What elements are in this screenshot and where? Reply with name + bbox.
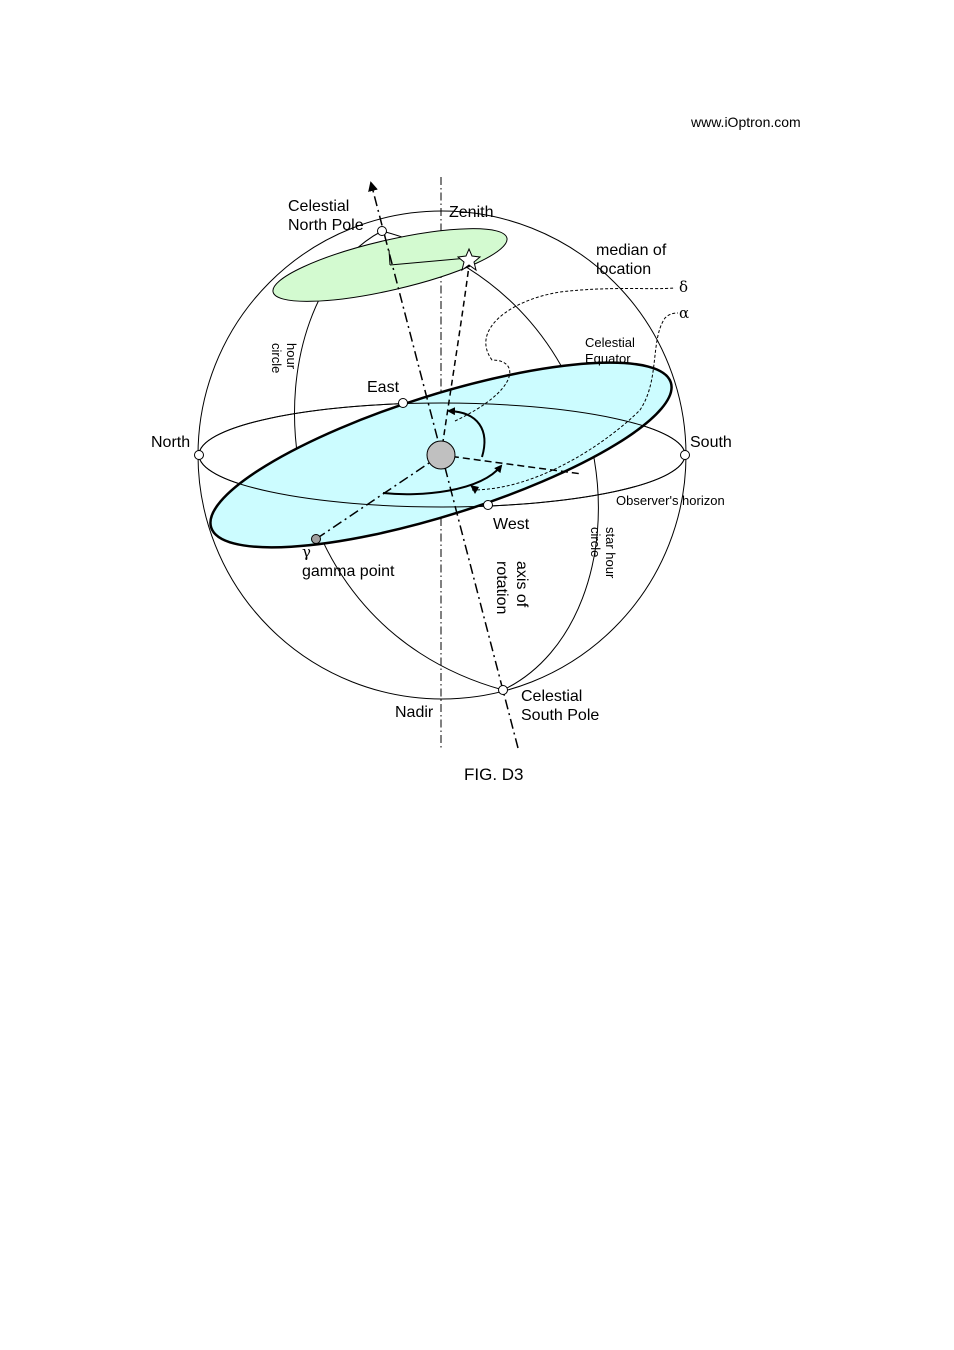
label-axis-rotation-2: rotation bbox=[493, 561, 510, 615]
label-star-hour-circle-1: star hour bbox=[603, 527, 618, 579]
label-median-1: median of bbox=[596, 242, 667, 259]
label-gamma-symbol: γ bbox=[302, 543, 311, 561]
label-west: West bbox=[493, 516, 530, 533]
label-alpha: α bbox=[679, 304, 690, 322]
label-hour-circle-1: hour bbox=[284, 343, 299, 370]
label-hour-circle bbox=[269, 343, 299, 373]
label-axis-rotation-1: axis of bbox=[513, 561, 530, 608]
label-north: North bbox=[151, 434, 191, 451]
earth-icon bbox=[427, 441, 455, 469]
label-east: East bbox=[367, 379, 400, 396]
label-hour-circle-2: circle bbox=[269, 343, 284, 374]
west-point bbox=[484, 501, 493, 510]
label-celestial-north-pole-2: North Pole bbox=[288, 217, 364, 234]
label-nadir: Nadir bbox=[395, 704, 434, 721]
gamma-point-marker bbox=[312, 535, 321, 544]
north-celestial-pole-point bbox=[378, 227, 387, 236]
label-celestial-equator-2: Equator bbox=[585, 351, 631, 366]
figure-caption: FIG. D3 bbox=[464, 765, 524, 784]
label-delta: δ bbox=[679, 278, 689, 296]
east-point bbox=[399, 399, 408, 408]
label-axis-of-rotation bbox=[493, 561, 530, 614]
north-point bbox=[195, 451, 204, 460]
label-celestial-south-pole-2: South Pole bbox=[521, 707, 600, 724]
label-gamma-point: gamma point bbox=[302, 563, 395, 580]
label-south: South bbox=[690, 434, 732, 451]
website-url[interactable]: www.iOptron.com bbox=[691, 114, 801, 130]
south-point bbox=[681, 451, 690, 460]
south-celestial-pole-point bbox=[499, 686, 508, 695]
label-celestial-equator-1: Celestial bbox=[585, 335, 635, 350]
label-observers-horizon: Observer's horizon bbox=[616, 493, 725, 508]
label-median-2: location bbox=[596, 261, 652, 278]
label-zenith: Zenith bbox=[449, 204, 494, 221]
label-celestial-north-pole-1: Celestial bbox=[288, 198, 350, 215]
label-celestial-south-pole-1: Celestial bbox=[521, 688, 583, 705]
label-star-hour-circle bbox=[588, 527, 618, 579]
label-star-hour-circle-2: circle bbox=[588, 527, 603, 558]
